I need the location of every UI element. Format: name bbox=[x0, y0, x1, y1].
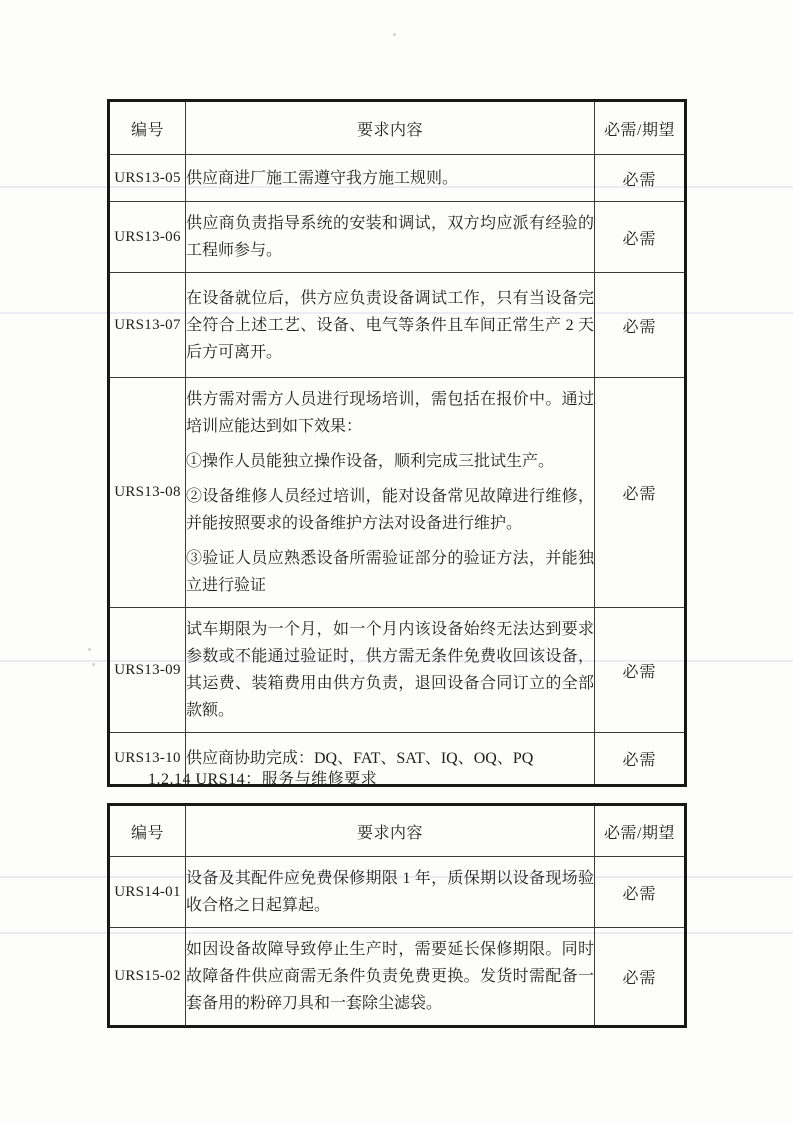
requirement-level-cell: 必需 bbox=[595, 202, 686, 273]
column-header-content: 要求内容 bbox=[186, 101, 595, 155]
requirement-content-cell bbox=[186, 273, 595, 378]
content-paragraph: 试车期限为一个月，如一个月内该设备始终无法达到要求参数或不能通过验证时，供方需无条件免费收回该设备，其运费、装箱费用由供方负责，退回设备合同订立的全部款额。 bbox=[186, 621, 594, 719]
requirement-level-cell: 必需 bbox=[595, 273, 686, 378]
requirement-content-cell bbox=[186, 608, 595, 733]
requirement-level-cell: 必需 bbox=[595, 155, 686, 202]
row-id-cell: URS13-06 bbox=[109, 202, 186, 273]
requirement-content-cell bbox=[186, 155, 595, 202]
table-row bbox=[109, 378, 686, 608]
table-row bbox=[109, 857, 686, 928]
content-paragraph: 如因设备故障导致停止生产时，需要延长保修期限。同时故障备件供应商需无条件负责免费更换。发货时需配备一套备用的粉碎刀具和一套除尘滤袋。 bbox=[186, 941, 594, 1012]
requirement-content-cell bbox=[186, 378, 595, 608]
requirement-level-cell: 必需 bbox=[595, 928, 686, 1027]
table-row bbox=[109, 155, 686, 202]
content-paragraph: 在设备就位后，供方应负责设备调试工作，只有当设备完全符合上述工艺、设备、电气等条件且车间正常生产 2 天后方可离开。 bbox=[186, 289, 594, 361]
content-paragraph: ②设备维修人员经过培训，能对设备常见故障进行维修，并能按照要求的设备维护方法对设备进行维护。 bbox=[186, 488, 594, 532]
row-id-cell: URS14-01 bbox=[109, 857, 186, 928]
content-paragraph: 设备及其配件应免费保修期限 1 年，质保期以设备现场验收合格之日起算起。 bbox=[186, 870, 594, 914]
requirement-level-cell: 必需 bbox=[595, 608, 686, 733]
requirement-content-cell bbox=[186, 202, 595, 273]
row-id-cell: URS15-02 bbox=[109, 928, 186, 1027]
content-paragraph: 供方需对需方人员进行现场培训，需包括在报价中。通过培训应能达到如下效果： bbox=[186, 391, 594, 435]
content-paragraph: 供应商进厂施工需遵守我方施工规则。 bbox=[186, 169, 459, 187]
table-row bbox=[109, 202, 686, 273]
content-paragraph: ①操作人员能独立操作设备，顺利完成三批试生产。 bbox=[186, 453, 555, 470]
requirement-level-cell: 必需 bbox=[595, 378, 686, 608]
urs13-requirements-table bbox=[107, 99, 687, 787]
column-header-requirement: 必需/期望 bbox=[595, 805, 686, 857]
scan-speck bbox=[92, 663, 95, 666]
row-id-cell: URS13-07 bbox=[109, 273, 186, 378]
row-id-cell: URS13-10 bbox=[109, 733, 186, 786]
requirement-level-cell: 必需 bbox=[595, 733, 686, 786]
table-row bbox=[109, 273, 686, 378]
scan-speck bbox=[393, 33, 396, 36]
requirement-level-cell: 必需 bbox=[595, 857, 686, 928]
column-header-content: 要求内容 bbox=[186, 805, 595, 857]
table-row bbox=[109, 608, 686, 733]
header-row bbox=[109, 101, 686, 155]
content-paragraph: ③验证人员应熟悉设备所需验证部分的验证方法，并能独立进行验证 bbox=[186, 550, 594, 594]
row-id-cell: URS13-05 bbox=[109, 155, 186, 202]
urs14-requirements-table bbox=[107, 803, 687, 1028]
section-heading: 1.2.14 URS14：服务与维修要求 bbox=[148, 771, 378, 788]
requirement-content-cell bbox=[186, 857, 595, 928]
row-id-cell: URS13-08 bbox=[109, 378, 186, 608]
table-row bbox=[109, 928, 686, 1027]
column-header-id: 编号 bbox=[109, 101, 186, 155]
requirement-content-cell bbox=[186, 928, 595, 1027]
header-row bbox=[109, 805, 686, 857]
column-header-requirement: 必需/期望 bbox=[595, 101, 686, 155]
content-paragraph: 供应商协助完成：DQ、FAT、SAT、IQ、OQ、PQ bbox=[186, 750, 534, 767]
content-paragraph: 供应商负责指导系统的安装和调试，双方均应派有经验的工程师参与。 bbox=[186, 215, 594, 259]
row-id-cell: URS13-09 bbox=[109, 608, 186, 733]
scan-speck bbox=[88, 648, 91, 651]
column-header-id: 编号 bbox=[109, 805, 186, 857]
